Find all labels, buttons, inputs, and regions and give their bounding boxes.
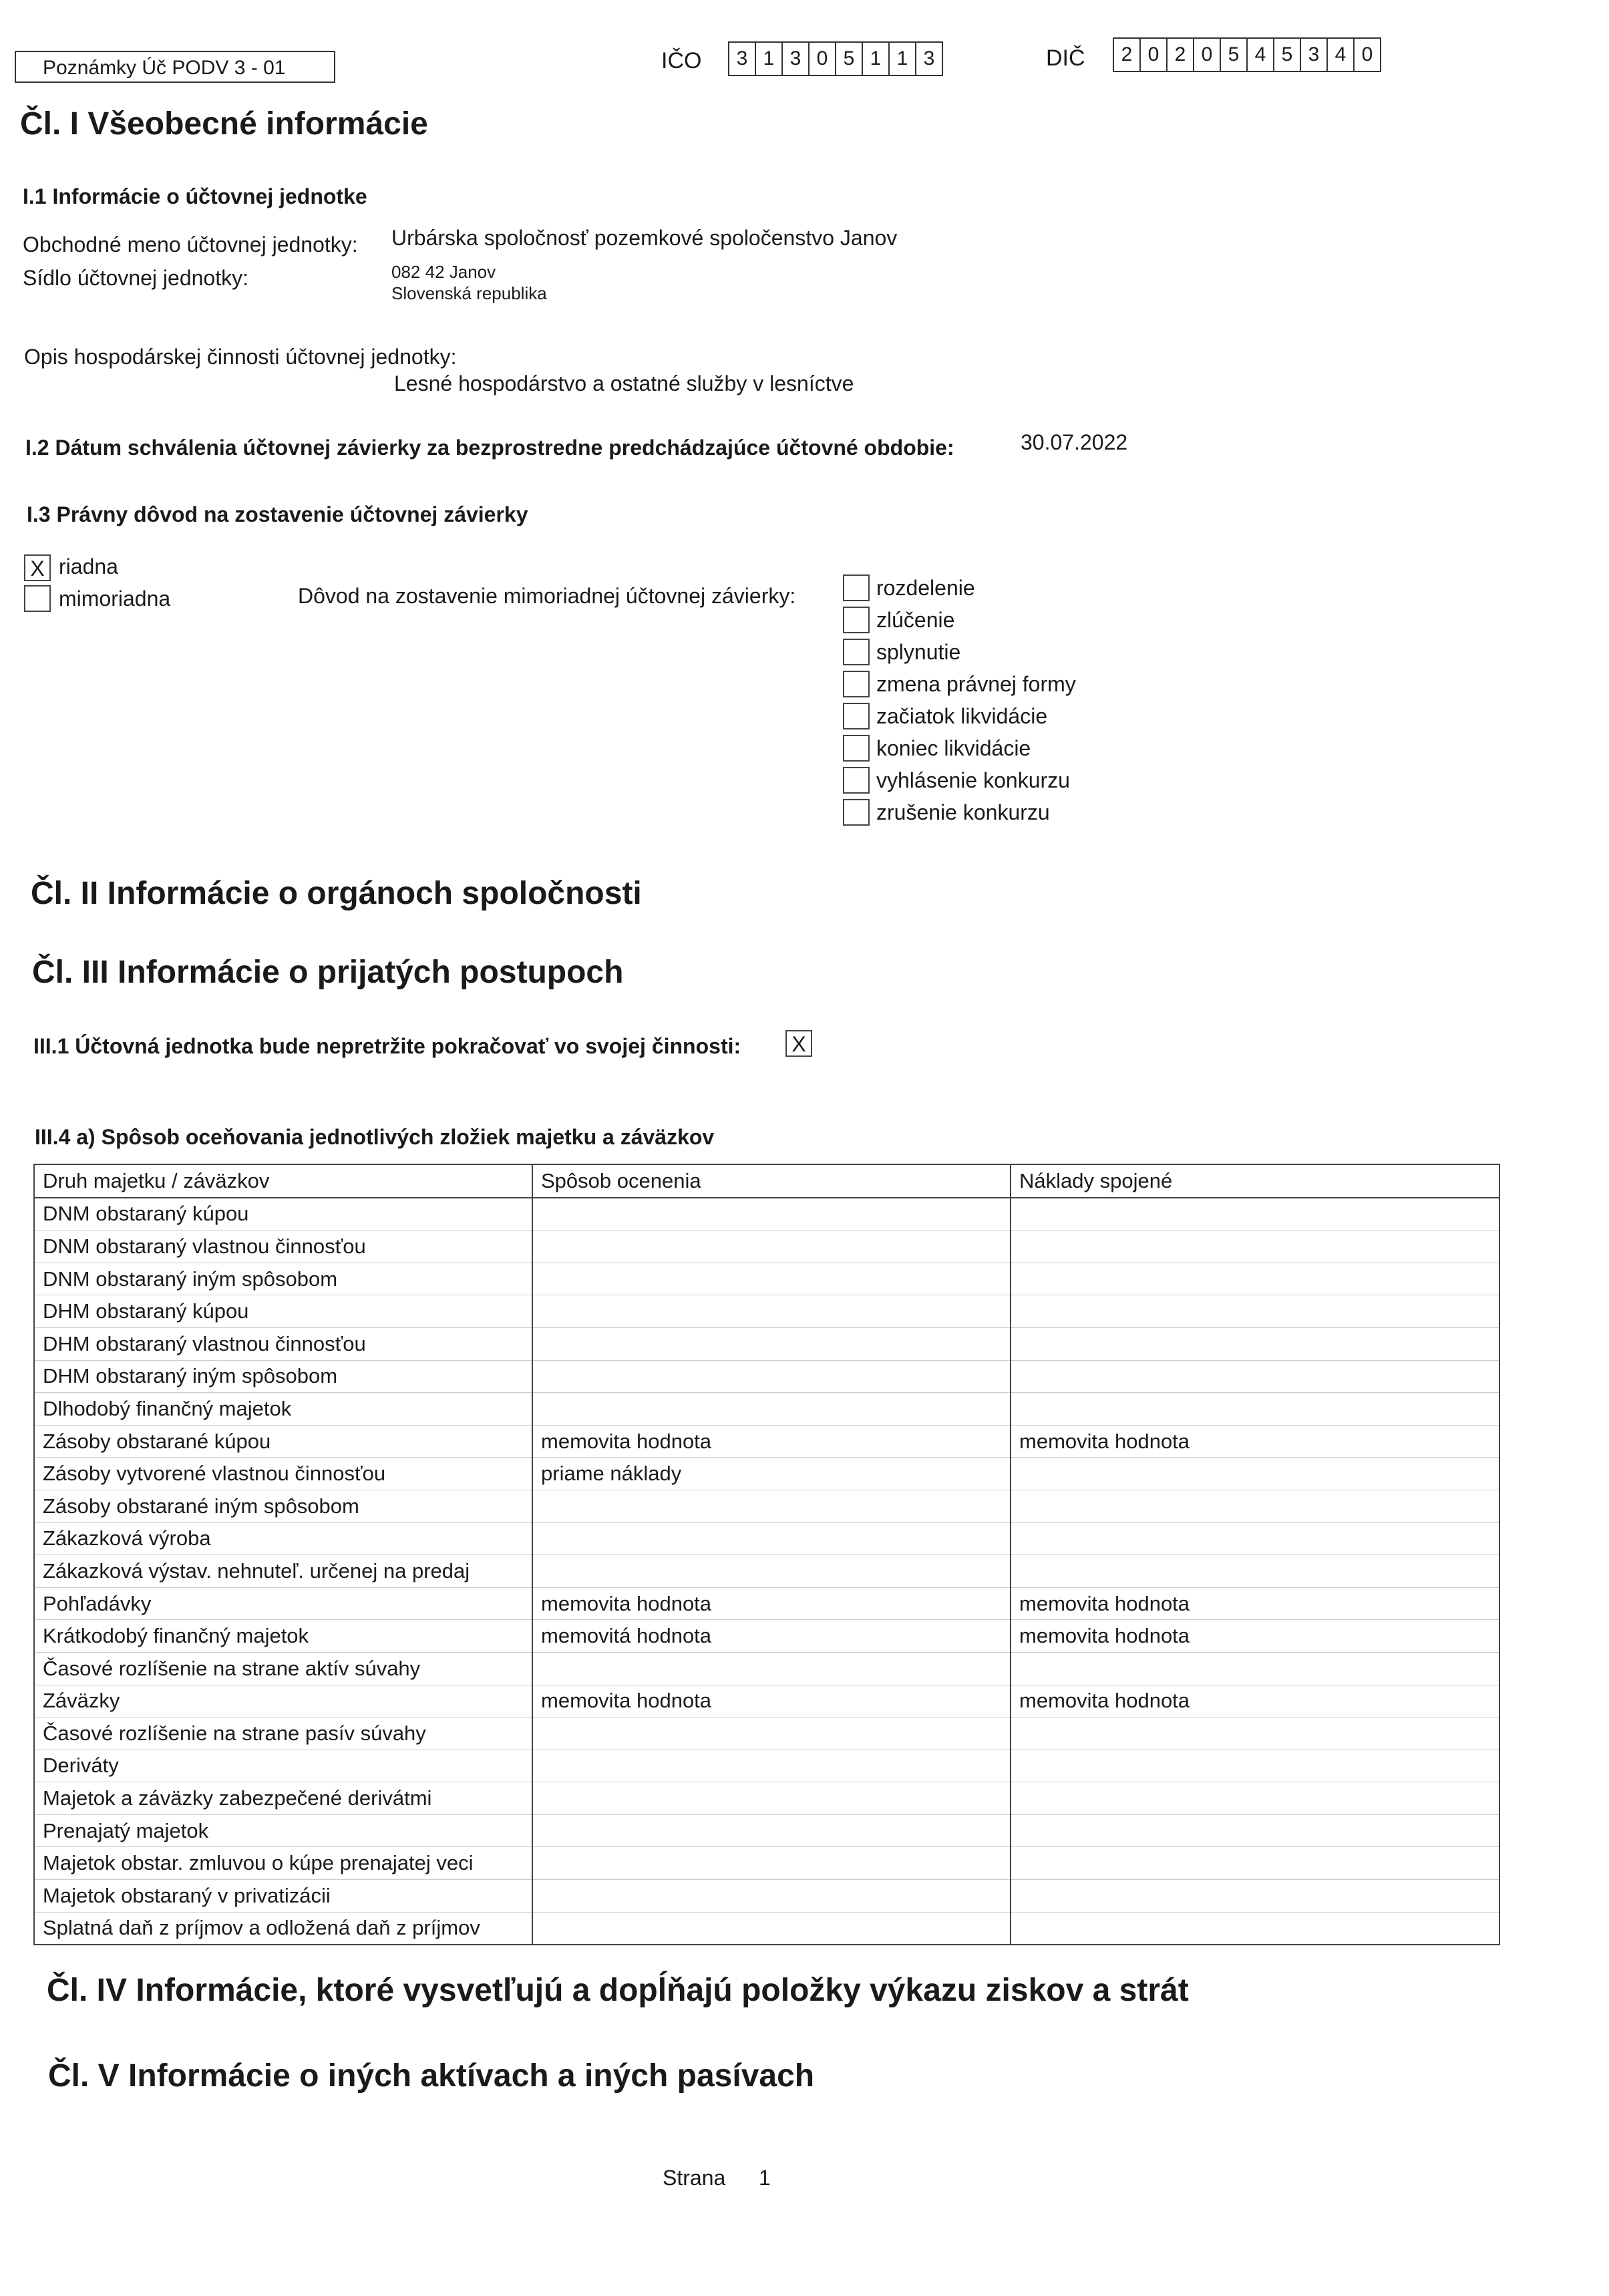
- table-header-row: [34, 1164, 1499, 1198]
- reason-label: zrušenie konkurzu: [876, 800, 1050, 824]
- reason-checkbox[interactable]: [843, 639, 870, 665]
- digit-box: 1: [863, 43, 890, 75]
- company-seat-line2: Slovenská republika: [391, 283, 547, 303]
- cell-valuation-method: memovita hodnota: [532, 1425, 1011, 1458]
- extraordinary-reason-label: Dôvod na zostavenie mimoriadnej účtovnej závierky:: [298, 584, 796, 608]
- cell-asset-type: Časové rozlíšenie na strane aktív súvahy: [34, 1652, 532, 1685]
- cell-asset-type: Záväzky: [34, 1685, 532, 1717]
- cell-related-costs: [1011, 1652, 1499, 1685]
- digit-box: 3: [1301, 39, 1328, 71]
- table-row: [34, 1295, 1499, 1328]
- approval-date: 30.07.2022: [1021, 430, 1128, 454]
- col-header-asset-type: Druh majetku / záväzkov: [34, 1164, 532, 1198]
- table-row: [34, 1360, 1499, 1393]
- cell-asset-type: DNM obstaraný kúpou: [34, 1198, 532, 1231]
- cell-asset-type: Splatná daň z príjmov a odložená daň z príjmov: [34, 1912, 532, 1945]
- digit-box: 2: [1168, 39, 1194, 71]
- page-number: 1: [759, 2166, 771, 2190]
- reason-checkbox[interactable]: [843, 799, 870, 826]
- valuation-table: [33, 1164, 1500, 1945]
- cell-related-costs: [1011, 1360, 1499, 1393]
- cell-asset-type: Dlhodobý finančný majetok: [34, 1393, 532, 1426]
- table-row: [34, 1685, 1499, 1717]
- table-row: [34, 1555, 1499, 1588]
- cell-asset-type: Časové rozlíšenie na strane pasív súvahy: [34, 1717, 532, 1750]
- dic-label: DIČ: [1046, 45, 1085, 71]
- digit-box: 3: [729, 43, 756, 75]
- cell-valuation-method: [532, 1912, 1011, 1945]
- company-seat-line1: 082 42 Janov: [391, 262, 496, 282]
- reason-label: začiatok likvidácie: [876, 703, 1048, 728]
- cell-related-costs: memovita hodnota: [1011, 1587, 1499, 1620]
- digit-box: 5: [836, 43, 863, 75]
- section-3-title: Čl. III Informácie o prijatých postupoch: [32, 955, 624, 990]
- cell-valuation-method: memovita hodnota: [532, 1587, 1011, 1620]
- reason-checkbox[interactable]: [843, 671, 870, 697]
- company-name-value: Urbárska spoločnosť pozemkové spoločenstvo Janov: [391, 226, 898, 250]
- cell-related-costs: [1011, 1522, 1499, 1555]
- cell-related-costs: [1011, 1880, 1499, 1913]
- digit-box: 0: [1361, 43, 1373, 65]
- section-3-1-title: III.1 Účtovná jednotka bude nepretržite pokračovať vo svojej činnosti:: [33, 1034, 741, 1058]
- cell-valuation-method: [532, 1522, 1011, 1555]
- reason-item: [843, 639, 960, 665]
- cell-valuation-method: [532, 1490, 1011, 1522]
- table-row: [34, 1327, 1499, 1360]
- cell-asset-type: Zákazková výstav. nehnuteľ. určenej na predaj: [34, 1555, 532, 1588]
- cell-asset-type: DNM obstaraný iným spôsobom: [34, 1263, 532, 1295]
- digit-box: 0: [810, 43, 836, 75]
- digit-box: 1: [756, 43, 783, 75]
- cell-valuation-method: [532, 1847, 1011, 1880]
- section-1-title: Čl. I Všeobecné informácie: [20, 106, 428, 142]
- reason-label: zlúčenie: [876, 607, 955, 632]
- digit-box: 0: [1141, 39, 1168, 71]
- table-row: [34, 1782, 1499, 1815]
- section-1-2-title: I.2 Dátum schválenia účtovnej závierky za bezprostredne predchádzajúce účtovné obdobie:: [25, 436, 954, 460]
- cell-valuation-method: memovita hodnota: [532, 1685, 1011, 1717]
- table-row: [34, 1198, 1499, 1231]
- cell-asset-type: DHM obstaraný kúpou: [34, 1295, 532, 1328]
- digit-box: 3: [783, 43, 810, 75]
- table-row: [34, 1458, 1499, 1490]
- cell-related-costs: [1011, 1717, 1499, 1750]
- reason-item: [843, 671, 1076, 697]
- cell-valuation-method: [532, 1231, 1011, 1263]
- cell-valuation-method: [532, 1814, 1011, 1847]
- cell-related-costs: [1011, 1295, 1499, 1328]
- table-row: [34, 1231, 1499, 1263]
- cell-valuation-method: [532, 1393, 1011, 1426]
- form-label: Poznámky Úč PODV 3 - 01: [15, 51, 335, 83]
- cell-asset-type: Majetok obstar. zmluvou o kúpe prenajatej veci: [34, 1847, 532, 1880]
- cell-valuation-method: [532, 1717, 1011, 1750]
- cell-asset-type: DNM obstaraný vlastnou činnosťou: [34, 1231, 532, 1263]
- cell-related-costs: [1011, 1782, 1499, 1815]
- cell-related-costs: [1011, 1814, 1499, 1847]
- digit-box: 4: [1328, 39, 1355, 71]
- col-header-valuation-method: Spôsob ocenenia: [532, 1164, 1011, 1198]
- cell-asset-type: Majetok obstaraný v privatizácii: [34, 1880, 532, 1913]
- cell-valuation-method: [532, 1750, 1011, 1782]
- table-row: [34, 1425, 1499, 1458]
- section-2-title: Čl. II Informácie o orgánoch spoločnosti: [31, 876, 642, 911]
- going-concern-checkbox[interactable]: X: [785, 1030, 812, 1057]
- cell-valuation-method: [532, 1360, 1011, 1393]
- reason-label: rozdelenie: [876, 575, 975, 600]
- cell-valuation-method: memovitá hodnota: [532, 1620, 1011, 1653]
- reason-checkbox[interactable]: [843, 735, 870, 762]
- digit-box: 3: [923, 47, 935, 69]
- cell-valuation-method: [532, 1263, 1011, 1295]
- cell-asset-type: Pohľadávky: [34, 1587, 532, 1620]
- reason-item: [843, 703, 1047, 729]
- col-header-related-costs: Náklady spojené: [1011, 1164, 1499, 1198]
- reason-label: zmena právnej formy: [876, 671, 1076, 696]
- cell-related-costs: [1011, 1490, 1499, 1522]
- reason-item: [843, 799, 1050, 826]
- cell-valuation-method: priame náklady: [532, 1458, 1011, 1490]
- reason-item: [843, 735, 1031, 762]
- reason-checkbox[interactable]: [843, 575, 870, 601]
- table-row: [34, 1490, 1499, 1522]
- ico-digit-boxes: [728, 41, 943, 76]
- table-row: [34, 1880, 1499, 1913]
- digit-box: 5: [1221, 39, 1248, 71]
- reason-label: splynutie: [876, 639, 961, 664]
- cell-related-costs: [1011, 1458, 1499, 1490]
- ico-label: IČO: [661, 48, 702, 73]
- extraordinary-label: mimoriadna: [59, 587, 171, 611]
- cell-asset-type: Prenajatý majetok: [34, 1814, 532, 1847]
- cell-asset-type: DHM obstaraný iným spôsobom: [34, 1360, 532, 1393]
- cell-related-costs: [1011, 1847, 1499, 1880]
- table-row: [34, 1814, 1499, 1847]
- cell-asset-type: DHM obstaraný vlastnou činnosťou: [34, 1327, 532, 1360]
- regular-label: riadna: [59, 554, 118, 579]
- cell-related-costs: [1011, 1750, 1499, 1782]
- cell-valuation-method: [532, 1295, 1011, 1328]
- table-row: [34, 1263, 1499, 1295]
- company-seat-label: Sídlo účtovnej jednotky:: [23, 266, 248, 290]
- cell-valuation-method: [532, 1880, 1011, 1913]
- table-row: [34, 1652, 1499, 1685]
- reason-item: [843, 575, 975, 601]
- digit-box: 0: [1194, 39, 1221, 71]
- reason-checkbox[interactable]: [843, 703, 870, 729]
- activity-label: Opis hospodárskej činnosti účtovnej jednotky:: [24, 345, 457, 369]
- cell-related-costs: memovita hodnota: [1011, 1685, 1499, 1717]
- cell-related-costs: [1011, 1555, 1499, 1588]
- table-row: [34, 1393, 1499, 1426]
- digit-box: 4: [1248, 39, 1274, 71]
- extraordinary-checkbox[interactable]: [24, 585, 51, 612]
- cell-asset-type: Krátkodobý finančný majetok: [34, 1620, 532, 1653]
- table-row: [34, 1912, 1499, 1945]
- section-4-title: Čl. IV Informácie, ktoré vysvetľujú a dopĺňajú položky výkazu ziskov a strát: [47, 1973, 1189, 2008]
- section-1-3-title: I.3 Právny dôvod na zostavenie účtovnej závierky: [27, 502, 528, 526]
- reason-label: vyhlásenie konkurzu: [876, 768, 1070, 792]
- table-row: [34, 1717, 1499, 1750]
- cell-valuation-method: [532, 1782, 1011, 1815]
- company-name-label: Obchodné meno účtovnej jednotky:: [23, 232, 358, 257]
- cell-asset-type: Zásoby obstarané iným spôsobom: [34, 1490, 532, 1522]
- activity-value: Lesné hospodárstvo a ostatné služby v lesníctve: [394, 371, 854, 395]
- cell-valuation-method: [532, 1555, 1011, 1588]
- dic-digit-boxes: [1113, 37, 1381, 72]
- digit-box: 2: [1114, 39, 1141, 71]
- cell-valuation-method: [532, 1652, 1011, 1685]
- regular-checkbox[interactable]: X: [24, 554, 51, 581]
- cell-related-costs: [1011, 1263, 1499, 1295]
- table-row: [34, 1587, 1499, 1620]
- cell-asset-type: Majetok a záväzky zabezpečené derivátmi: [34, 1782, 532, 1815]
- table-row: [34, 1847, 1499, 1880]
- cell-asset-type: Zásoby vytvorené vlastnou činnosťou: [34, 1458, 532, 1490]
- cell-asset-type: Zásoby obstarané kúpou: [34, 1425, 532, 1458]
- cell-related-costs: [1011, 1393, 1499, 1426]
- cell-related-costs: [1011, 1912, 1499, 1945]
- cell-related-costs: [1011, 1231, 1499, 1263]
- cell-asset-type: Zákazková výroba: [34, 1522, 532, 1555]
- cell-related-costs: [1011, 1327, 1499, 1360]
- table-row: [34, 1522, 1499, 1555]
- section-5-title: Čl. V Informácie o iných aktívach a iných pasívach: [48, 2058, 815, 2094]
- cell-related-costs: [1011, 1198, 1499, 1231]
- table-row: [34, 1620, 1499, 1653]
- reason-checkbox[interactable]: [843, 767, 870, 794]
- cell-valuation-method: [532, 1198, 1011, 1231]
- section-3-4a-title: III.4 a) Spôsob oceňovania jednotlivých zložiek majetku a záväzkov: [35, 1125, 715, 1149]
- reason-label: koniec likvidácie: [876, 735, 1031, 760]
- page-label: Strana: [663, 2166, 726, 2190]
- section-1-1-title: I.1 Informácie o účtovnej jednotke: [23, 184, 367, 208]
- cell-valuation-method: [532, 1327, 1011, 1360]
- digit-box: 5: [1274, 39, 1301, 71]
- cell-asset-type: Deriváty: [34, 1750, 532, 1782]
- reason-item: [843, 607, 954, 633]
- digit-box: 1: [890, 43, 916, 75]
- reason-checkbox[interactable]: [843, 607, 870, 633]
- cell-related-costs: memovita hodnota: [1011, 1620, 1499, 1653]
- table-row: [34, 1750, 1499, 1782]
- reason-item: [843, 767, 1070, 794]
- cell-related-costs: memovita hodnota: [1011, 1425, 1499, 1458]
